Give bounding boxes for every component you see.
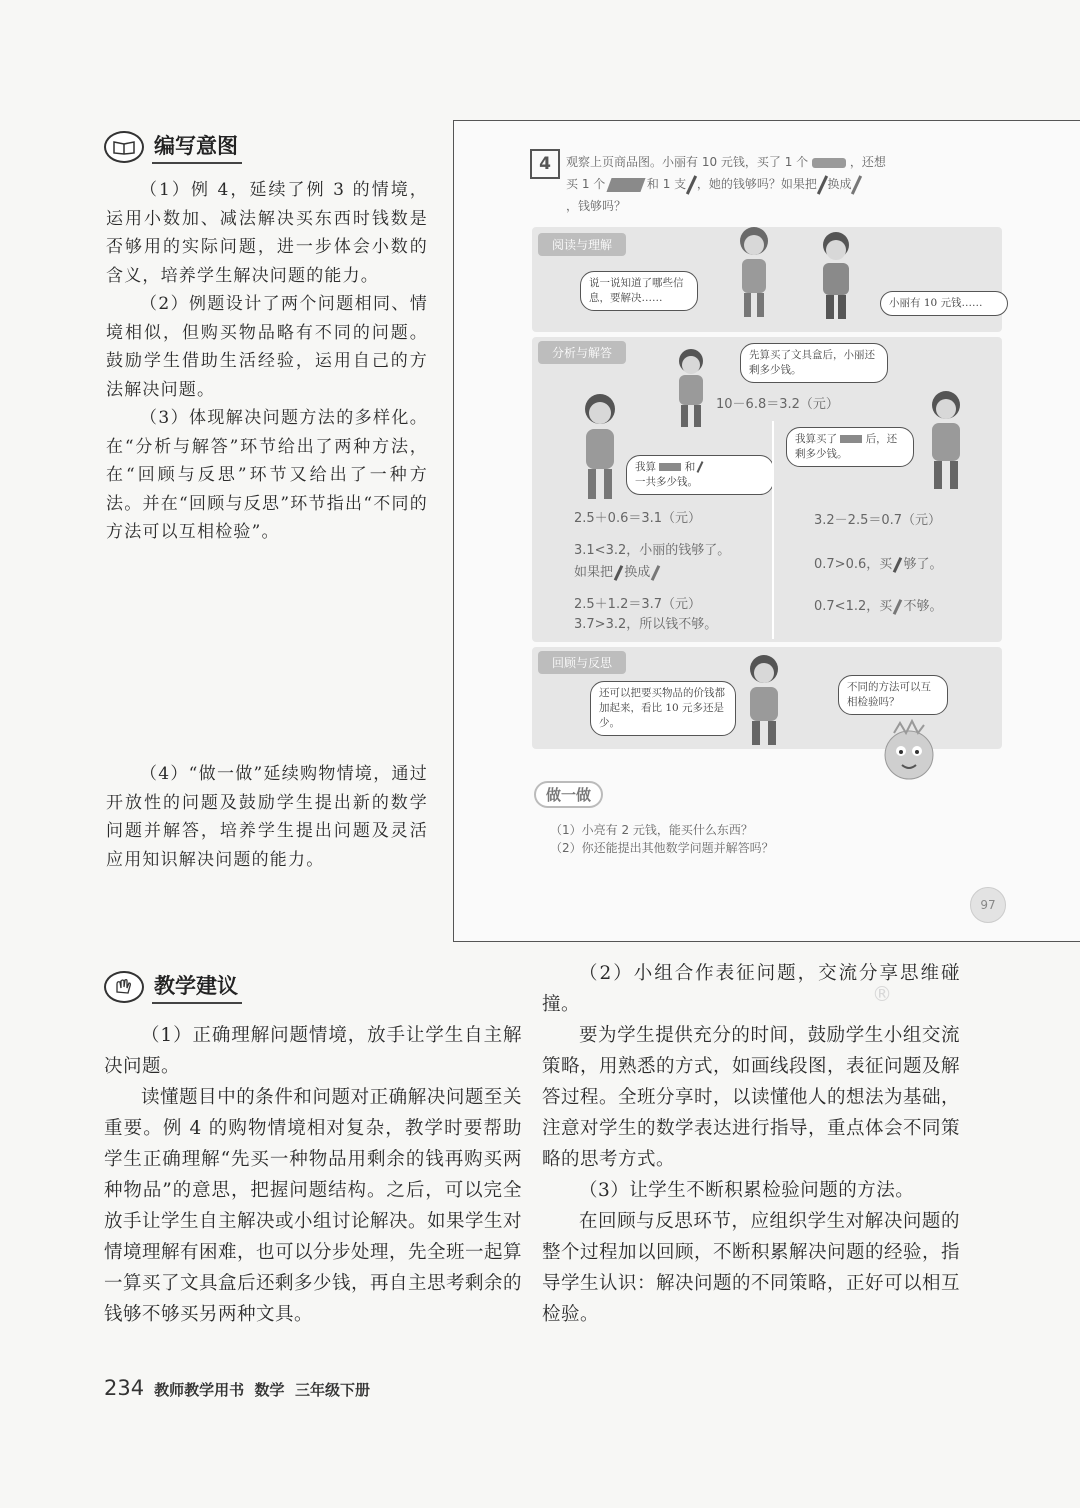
intent-paragraph-3: （3）体现解决问题方法的多样化。在“分析与解答”环节给出了两种方法，在“回顾与反思”环节又给出了一种方法。并在“回顾与反思”环节指出“不同的方法可以互相检验”。: [106, 408, 428, 542]
intent-body-2: [106, 760, 428, 874]
speech-bubble-left-a: 我算买了: [795, 433, 837, 445]
pencil-icon: [893, 599, 902, 615]
speech-bubble-sum-c: 一共多少钱。: [635, 476, 698, 488]
pen-icon: [614, 565, 623, 581]
girl-figure: [724, 221, 784, 321]
calculation-main: 10－6.8＝3.2（元）: [716, 397, 839, 412]
boy-figure-4: [736, 649, 792, 749]
problem-text-c: 买 1 个: [566, 177, 606, 191]
footer-book-title: 教师教学用书 数学 三年级下册: [154, 1381, 370, 1399]
speech-bubble-remaining: 先算买了文具盒后，小丽还剩多少钱。: [740, 343, 888, 383]
speech-bubble-add-all: 还可以把要买物品的价钱都加起来，看比 10 元多还是少。: [590, 681, 736, 736]
intent-body: [106, 176, 428, 547]
left-line-5: 3.7>3.2，所以钱不够。: [574, 617, 718, 632]
intent-heading: [104, 130, 242, 164]
advice-heading-title: 教学建议: [152, 970, 242, 1004]
problem-text-g: ，钱够吗？: [566, 199, 627, 213]
speech-bubble-left-b: 后，还剩多少钱。: [795, 433, 898, 460]
speech-bubble-sum-a: 我算: [635, 461, 656, 473]
boy-figure: [806, 225, 866, 325]
mascot-figure: [874, 717, 944, 789]
advice-paragraph-1: （1）正确理解问题情境，放手让学生自主解决问题。: [104, 1025, 522, 1077]
stage-review-reflect-tag: 回顾与反思: [538, 651, 626, 674]
textbook-page-number: 97: [970, 887, 1006, 923]
problem-text-f: 换成: [827, 177, 852, 191]
example-number-box: 4: [530, 149, 560, 179]
pen-icon: [686, 175, 697, 194]
left-line-3-a: 如果把: [574, 565, 614, 580]
practice-question-1: （1）小亮有 2 元钱，能买什么东西？: [550, 823, 753, 837]
speech-bubble-money: 小丽有 10 元钱……: [880, 291, 1008, 316]
textbook-page: [453, 120, 1080, 942]
advice-paragraph-3: （2）小组合作表征问题，交流分享思维碰撞。: [542, 963, 960, 1015]
left-line-3-b: 换成: [624, 565, 651, 580]
watermark-registered: ®: [872, 982, 892, 1006]
advice-paragraph-5: （3）让学生不断积累检验问题的方法。: [579, 1180, 915, 1201]
notebook-icon: [840, 435, 862, 443]
speech-bubble-sum-b: 和: [684, 461, 696, 473]
pen-icon: [893, 557, 902, 573]
practice-title: 做一做: [534, 781, 603, 808]
problem-text-a: 观察上页商品图。小丽有 10 元钱，买了 1 个: [566, 155, 809, 169]
right-line-3-a: 0.7<1.2，买: [814, 599, 893, 614]
problem-text: [566, 151, 1006, 217]
right-line-2-a: 0.7>0.6，买: [814, 557, 893, 572]
problem-text-e: ，她的钱够吗？如果把: [696, 177, 817, 191]
advice-paragraph-2: 读懂题目中的条件和问题对正确解决问题至关重要。例 4 的购物情境相对复杂，教学时要帮助学生正确理解“先买一种物品用剩余的钱再购买两种物品”的意思，把握问题结构。之后，可以完全放手让学生自主解决或小组讨论解决。如果学生对情境理解有困难，也可以分步处理，先全班一起算一算买了文具盒后还剩多少钱，再自主思考剩余的钱够不够买另两种文具。: [104, 1087, 523, 1325]
stage-analyze-solve-tag: 分析与解答: [538, 341, 626, 364]
girl-figure-2: [572, 389, 628, 504]
pen-icon: [696, 461, 703, 473]
hand-icon: [104, 971, 144, 1003]
right-line-2-b: 够了。: [903, 557, 943, 572]
page-footer: [104, 1376, 370, 1400]
pen-icon: [817, 175, 828, 194]
practice-question-2: （2）你还能提出其他数学问题并解答吗？: [550, 841, 774, 855]
intent-paragraph-4: （4）“做一做”延续购物情境，通过开放性的问题及鼓励学生提出新的数学问题并解答，培养学生提出问题及灵活应用知识解决问题的能力。: [106, 764, 428, 870]
left-line-4: 2.5＋1.2＝3.7（元）: [574, 597, 702, 612]
advice-column-right: [542, 958, 960, 1330]
advice-column-left: [104, 1020, 522, 1330]
pencil-icon: [851, 175, 862, 194]
intent-paragraph-1: （1）例 4，延续了例 3 的情境，运用小数加、减法解决买东西时钱数是否够用的实际问题，进一步体会小数的含义，培养学生解决问题的能力。: [106, 180, 428, 286]
advice-paragraph-6: 在回顾与反思环节，应组织学生对解决问题的整个过程加以回顾，不断积累解决问题的经验，指导学生认识：解决问题的不同策略，正好可以相互检验。: [542, 1211, 961, 1325]
advice-paragraph-4: 要为学生提供充分的时间，鼓励学生小组交流策略，用熟悉的方式，如画线段图，表征问题及解答过程。全班分享时，以读懂他人的想法为基础，注意对学生的数学表达进行指导，重点体会不同策略的思考方式。: [542, 1025, 961, 1170]
intent-paragraph-2: （2）例题设计了两个问题相同、情境相似，但购买物品略有不同的问题。鼓励学生借助生活经验，运用自己的方法解决问题。: [106, 294, 428, 400]
speech-bubble-info: 说一说知道了哪些信息，要解决……: [580, 271, 698, 311]
left-line-1: 2.5＋0.6＝3.1（元）: [574, 511, 702, 526]
boy-figure-3: [918, 385, 974, 495]
footer-page-number: 234: [104, 1376, 145, 1400]
notebook-icon: [607, 178, 646, 192]
notebook-icon: [659, 463, 681, 471]
right-line-3: [814, 595, 943, 615]
method-divider: [772, 421, 774, 639]
right-line-3-b: 不够。: [903, 599, 943, 614]
speech-bubble-sum: [626, 455, 774, 495]
boy-figure-2: [666, 345, 716, 430]
problem-text-b: ，还想: [849, 155, 886, 169]
right-line-2: [814, 553, 943, 573]
right-line-1: 3.2－2.5＝0.7（元）: [814, 513, 942, 528]
speech-bubble-check: 不同的方法可以互相检验吗？: [838, 675, 948, 715]
intent-heading-title: 编写意图: [152, 130, 242, 164]
problem-text-d: 和 1 支: [646, 177, 687, 191]
pencil-box-icon: [812, 158, 846, 168]
advice-heading: [104, 970, 242, 1004]
left-line-3: [574, 561, 657, 581]
left-line-2: 3.1<3.2，小丽的钱够了。: [574, 543, 731, 558]
speech-bubble-left: [786, 427, 914, 467]
stage-read-understand-tag: 阅读与理解: [538, 233, 626, 256]
book-icon: [104, 131, 144, 163]
